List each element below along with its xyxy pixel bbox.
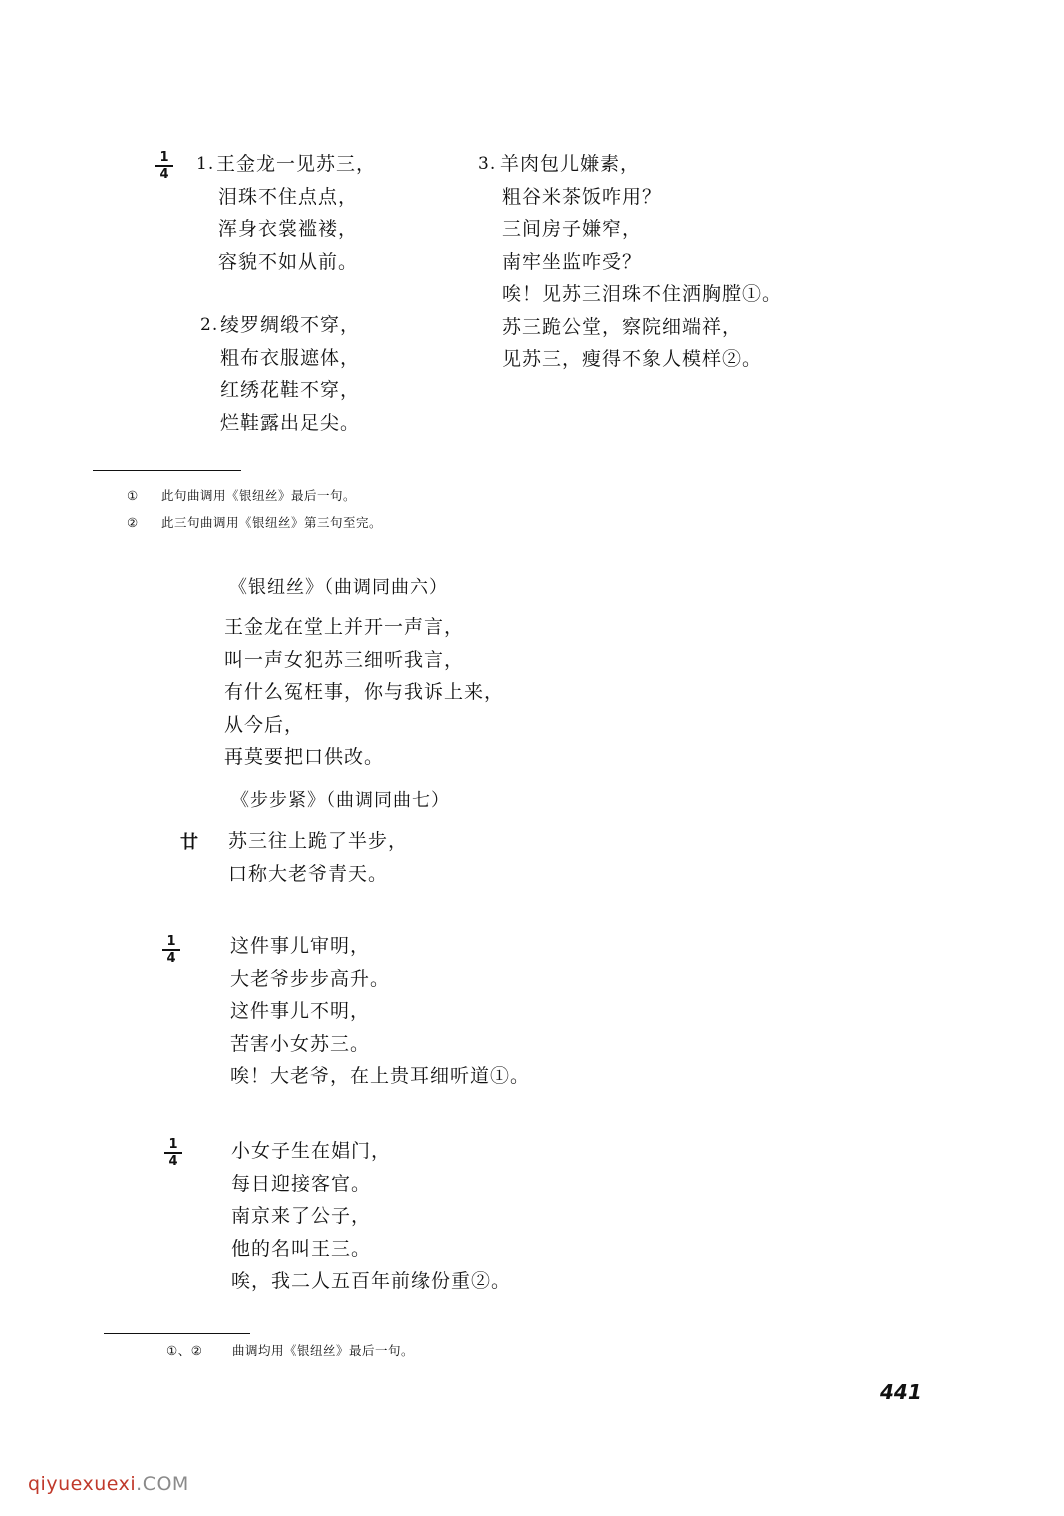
stanza-number: 2. [200, 315, 219, 335]
footnote-mark: ①、② [166, 1343, 203, 1358]
footnote-text: 曲调均用《银纽丝》最后一句。 [232, 1343, 415, 1358]
verse-line: 2. 绫罗绸缎不穿， [200, 309, 360, 342]
stanza-2 [200, 309, 360, 439]
verse-line: 烂鞋露出足尖。 [220, 411, 361, 434]
time-signature-denominator: 4 [162, 949, 180, 965]
verse-line: 3. 羊肉包儿嫌素， [478, 148, 782, 181]
verse-line: 南牢坐监咋受？ [502, 250, 643, 273]
verse-block [230, 930, 530, 1093]
verse-line: 苏三跪公堂，察院细端祥， [502, 315, 743, 338]
verse-line: 有什么冤枉事，你与我诉上来， [224, 681, 505, 703]
section-title: 《银纽丝》（曲调同曲六） [229, 577, 448, 598]
verse-line: 唉！大老爷，在上贵耳细听道①。 [230, 1065, 531, 1087]
section-mark: 廿 [180, 832, 198, 853]
verse-line: 这件事儿不明， [230, 1000, 371, 1022]
verse-line: 苦害小女苏三。 [230, 1032, 371, 1055]
footnote [166, 1343, 414, 1359]
time-signature [164, 1138, 182, 1168]
footnote-mark: ② [127, 515, 139, 530]
time-signature [162, 935, 180, 965]
verse-line: 南京来了公子， [231, 1205, 372, 1227]
verse-line: 粗谷米茶饭咋用？ [502, 185, 663, 208]
verse-line: 浑身衣裳褴褛， [218, 218, 359, 240]
verse-line: 1. 王金龙一见苏三， [196, 148, 376, 181]
verse-line: 泪珠不住点点， [218, 185, 359, 208]
verse-line: 粗布衣服遮体， [220, 346, 361, 369]
footnote-text: 此句曲调用《银纽丝》最后一句。 [161, 488, 357, 503]
verse-line: 红绣花鞋不穿， [220, 379, 361, 401]
watermark-prefix: qiyuexuexi [28, 1473, 137, 1495]
section-title: 《步步紧》（曲调同曲七） [231, 790, 450, 811]
time-signature-denominator: 4 [164, 1152, 182, 1168]
verse-line: 唉，我二人五百年前缘份重②。 [231, 1270, 512, 1292]
time-signature-numerator: 1 [166, 934, 176, 949]
verse-line: 他的名叫王三。 [231, 1237, 372, 1260]
time-signature-numerator: 1 [159, 150, 169, 165]
verse-line: 口称大老爷青天。 [228, 862, 389, 885]
footnote-rule [104, 1333, 250, 1334]
verse-block [224, 611, 504, 774]
verse-line: 每日迎接客官。 [231, 1172, 372, 1195]
watermark [28, 1473, 189, 1495]
verse-line: 容貌不如从前。 [218, 250, 359, 273]
stanza-1 [196, 148, 376, 278]
verse-line: 王金龙在堂上并开一声言， [224, 616, 465, 638]
verse-block [228, 825, 408, 890]
stanza-number: 3. [478, 154, 497, 174]
stanza-3 [478, 148, 782, 376]
footnote [127, 515, 382, 531]
verse-line: 大老爷步步高升。 [230, 967, 391, 990]
verse-line: 叫一声女犯苏三细听我言， [224, 648, 465, 671]
time-signature-numerator: 1 [168, 1137, 178, 1152]
verse-line: 见苏三，瘦得不象人模样②。 [502, 348, 763, 370]
time-signature-denominator: 4 [155, 165, 173, 181]
time-signature [155, 151, 173, 181]
verse-line: 从今后， [224, 713, 305, 736]
stanza-number: 1. [196, 154, 215, 174]
verse-line: 再莫要把口供改。 [224, 746, 385, 768]
verse-block [231, 1135, 511, 1298]
footnote-text: 此三句曲调用《银纽丝》第三句至完。 [161, 515, 383, 530]
verse-line: 小女子生在娼门， [231, 1140, 392, 1162]
verse-line: 苏三往上跪了半步， [228, 830, 409, 852]
page-number: 441 [880, 1380, 922, 1404]
footnote-mark: ① [127, 488, 139, 503]
watermark-suffix: .COM [136, 1473, 189, 1495]
verse-line: 这件事儿审明， [230, 935, 371, 957]
verse-line: 三间房子嫌窄， [502, 218, 643, 240]
footnote-rule [93, 470, 241, 471]
footnote [127, 488, 356, 504]
verse-line: 唉！见苏三泪珠不住洒胸膛①。 [502, 283, 783, 305]
